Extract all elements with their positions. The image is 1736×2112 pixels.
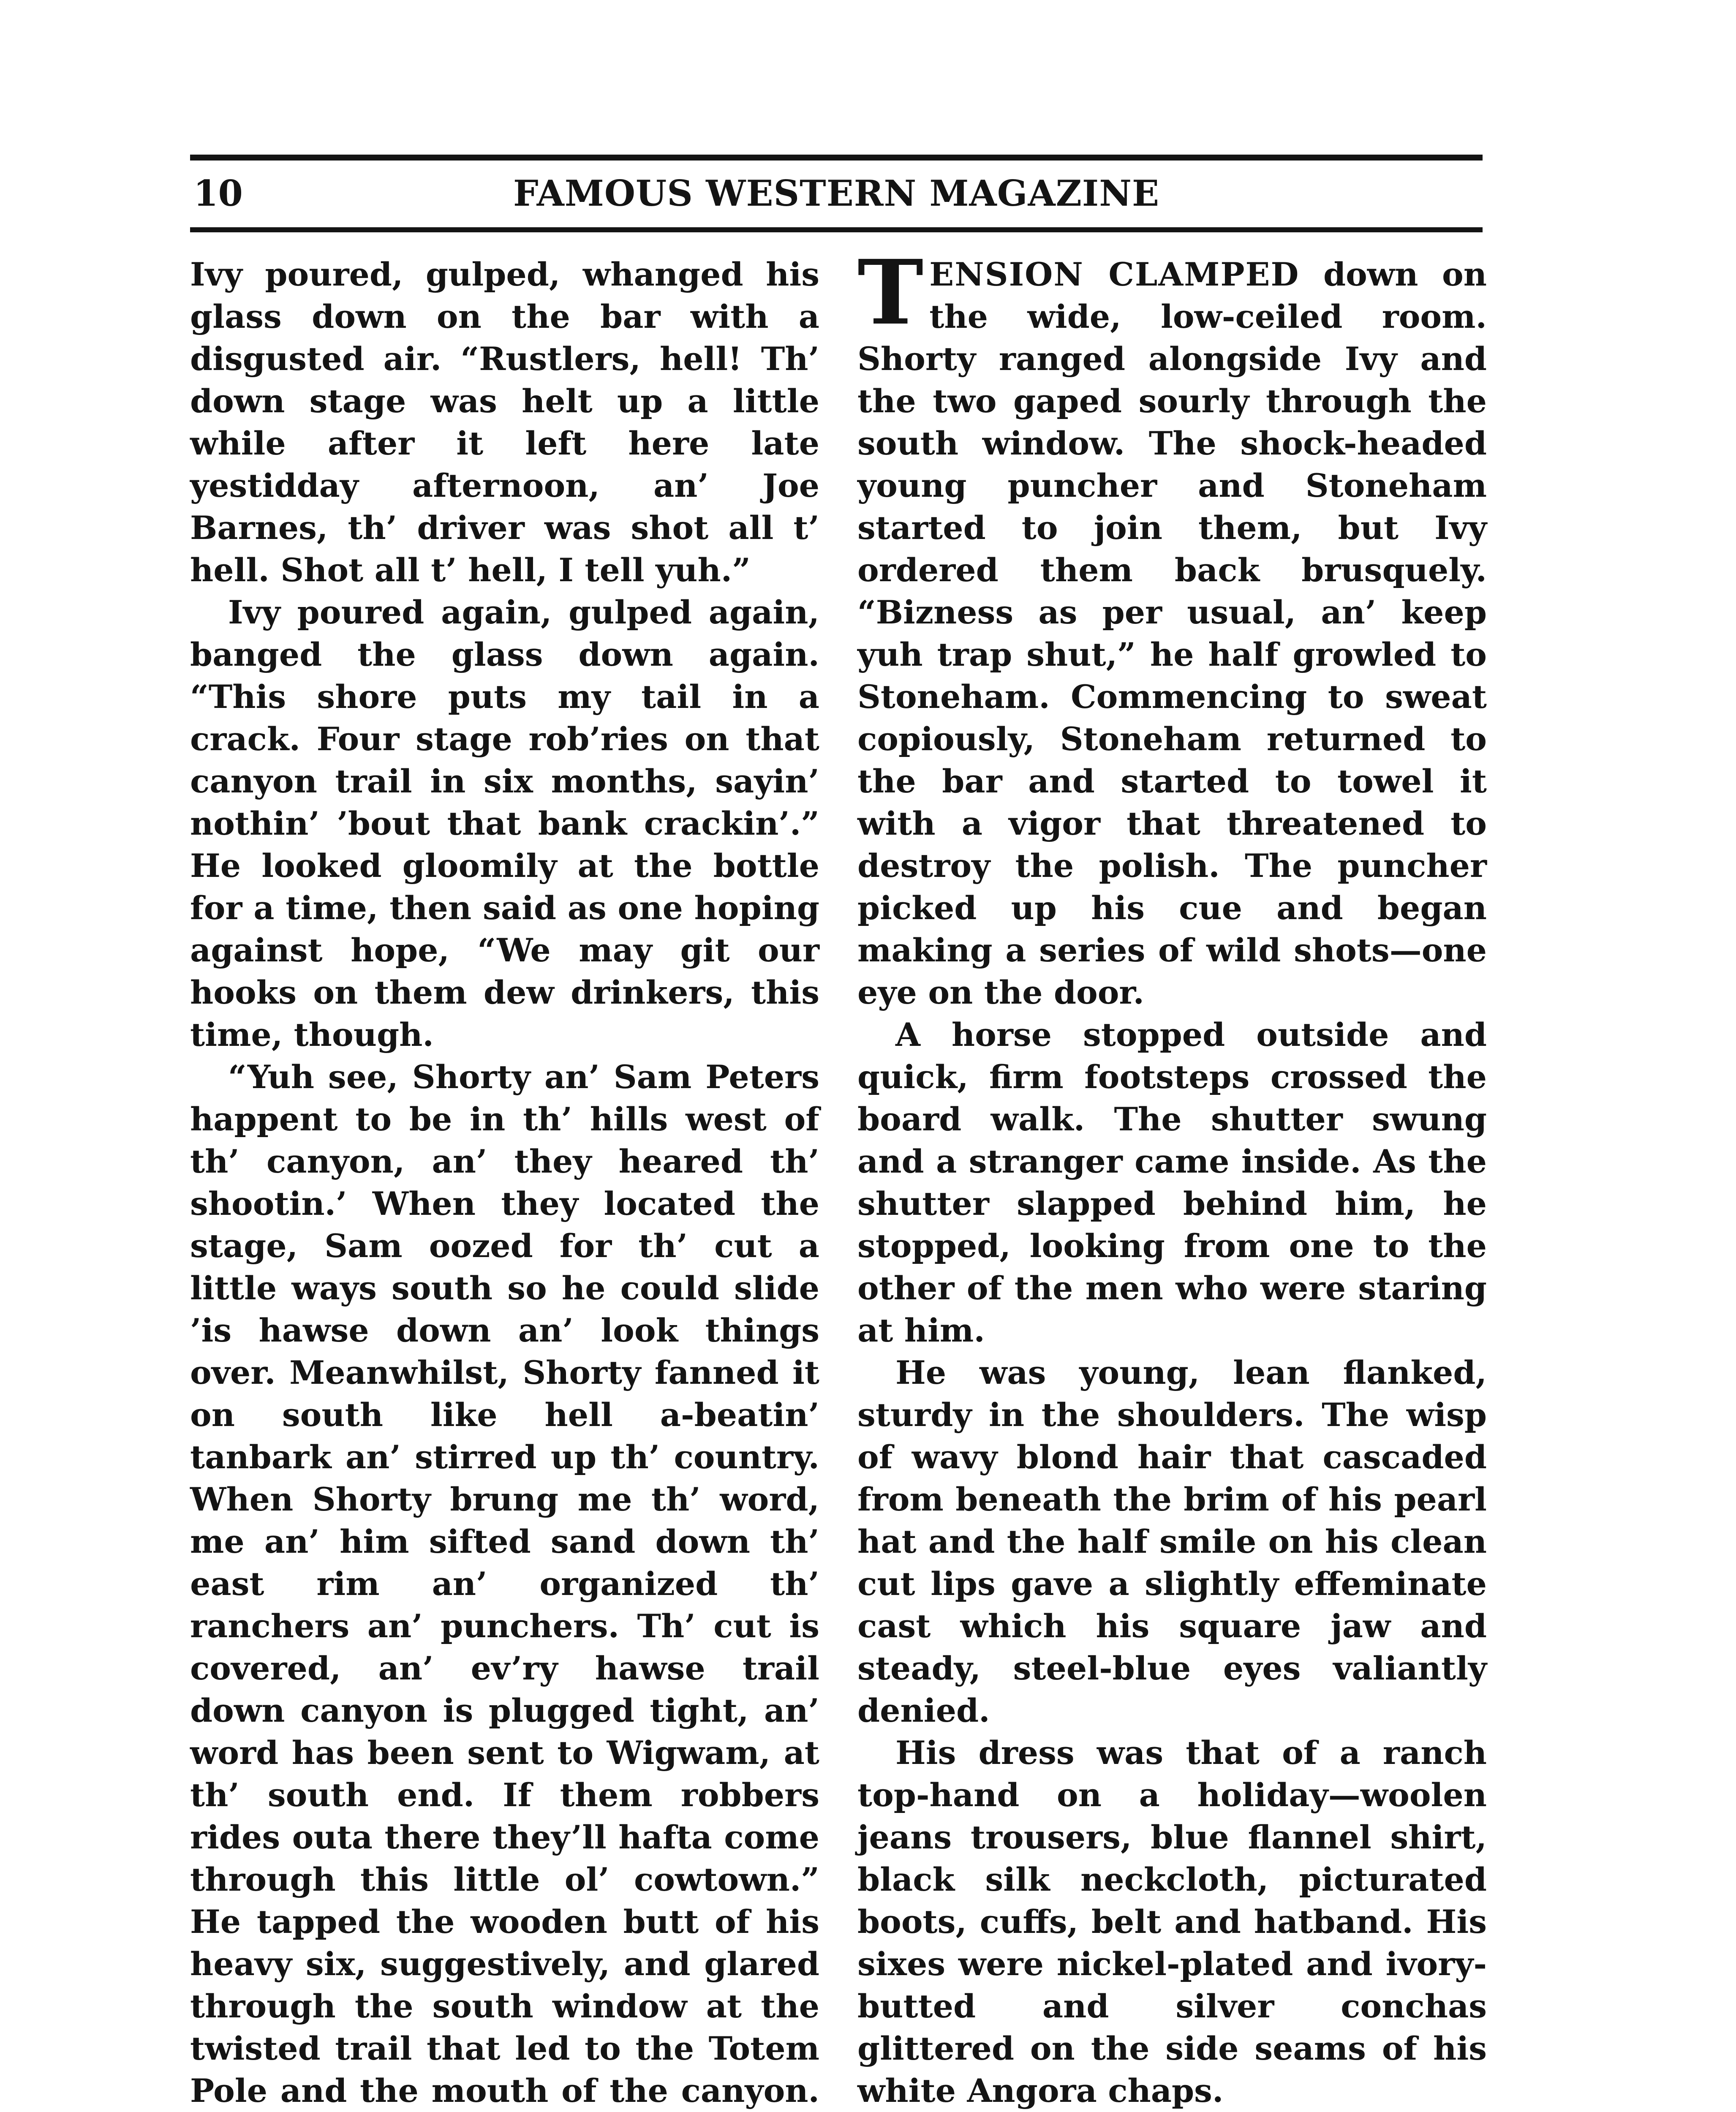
left-column [190,253,819,2112]
left-paragraph-2: Ivy poured again, gulped again, banged the glass down again. “This shore puts my tail in a crack. Four stage rob’ries on that canyon trail in six months, sayin’ nothin’ ’bout that bank crackin’.” He looked gloomily at the bottle for a time, then said as one hoping against hope, “We may git our hooks on them dew drinkers, this time, though. [190,593,819,1053]
left-paragraph-3: “Yuh see, Shorty an’ Sam Peters happent to be in th’ hills west of th’ canyon, an’ they heared th’ shootin.’ When they located the stage, Sam oozed for th’ cut a little ways south so he could slide ’is hawse down an’ look things over. Meanwhilst, Shorty fanned it on south like hell a-beatin’ tanbark an’ stirred up th’ country. When Shorty brung me th’ word, me an’ him sifted sand down th’ east rim an’ organized th’ ranchers an’ punchers. Th’ cut is covered, an’ ev’ry hawse trail down canyon is plugged tight, an’ word has been sent to Wigwam, at th’ south end. If them robbers rides outa there they’ll hafta come through this little ol’ cowtown.” He tapped the wooden butt of his heavy six, suggestively, and glared through the south window at the twisted trail that led to the Totem Pole and the mouth of the canyon. [190,1058,819,2109]
opening-caps: ENSION CLAMPED [929,256,1300,293]
header-top-rule [190,155,1483,161]
right-column [857,240,1487,2112]
header-bottom-rule [190,227,1483,232]
right-paragraph-1-text: down on the wide, low-ceiled room. Shorty ranged alongside Ivy and the two gaped sourly through the south window. The shock-headed young puncher and Stoneham started to join them, but Ivy ordered them back brusquely. “Bizness as per usual, an’ keep yuh trap shut,” he half growled to Stoneham. Commencing to sweat copiously, Stoneham returned to the bar and started to towel it with a vigor that threatened to destroy the polish. The puncher picked up his cue and began making a series of wild shots—one eye on the door. [857,256,1487,1011]
right-paragraph-1 [857,240,1487,1014]
magazine-title: FAMOUS WESTERN MAGAZINE [513,172,1160,214]
drop-cap: T [857,240,924,345]
page-header [190,139,1483,241]
right-paragraph-4: His dress was that of a ranch top-hand on a holiday—woolen jeans trousers, blue flannel shirt, black silk neckcloth, picturated boots, cuffs, belt and hatband. His sixes were nickel-plated and ivory-butted and silver conchas glittered on the side seams of his white Angora chaps. [857,1734,1487,2109]
page-number: 10 [193,172,243,214]
left-paragraph-1: Ivy poured, gulped, whanged his glass down on the bar with a disgusted air. “Rustlers, hell! Th’ down stage was helt up a little while after it left here late yestidday afternoon, an’ Joe Barnes, th’ driver was shot all t’ hell. Shot all t’ hell, I tell yuh.” [190,256,819,589]
right-paragraph-2: A horse stopped outside and quick, firm footsteps crossed the board walk. The shutter swung and a stranger came inside. As the shutter slapped behind him, he stopped, looking from one to the other of the men who were staring at him. [857,1016,1487,1349]
right-paragraph-3: He was young, lean flanked, sturdy in the shoulders. The wisp of wavy blond hair that cascaded from beneath the brim of his pearl hat and the half smile on his clean cut lips gave a slightly effeminate cast which his square jaw and steady, steel-blue eyes valiantly denied. [857,1354,1487,1729]
